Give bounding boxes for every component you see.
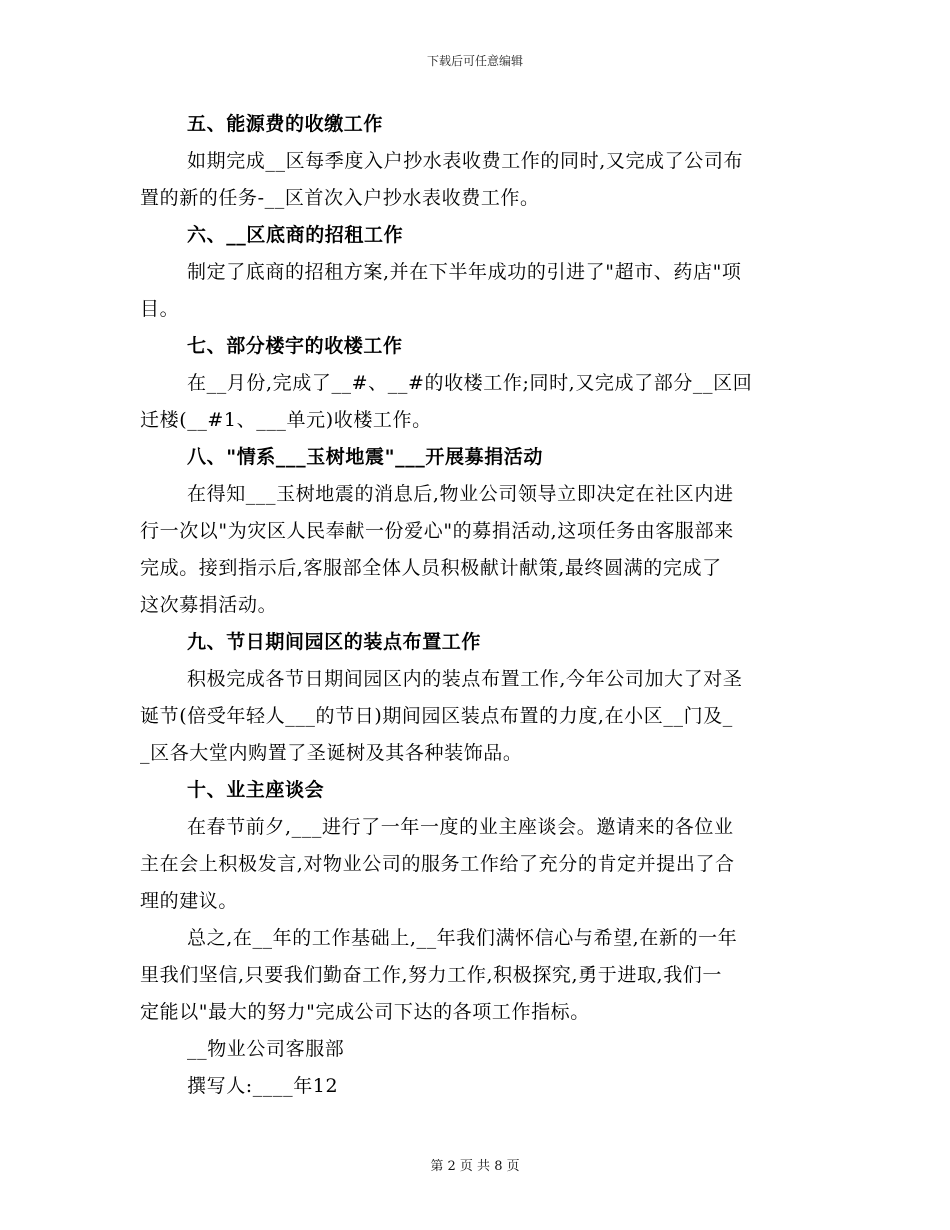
section-heading: 十、业主座谈会	[187, 779, 325, 801]
paragraph-line: 诞节(倍受年轻人___的节日)期间园区装点布置的力度,在小区__门及_	[140, 705, 733, 727]
paragraph-line: 这次募捐活动。	[140, 594, 278, 616]
paragraph-line: 主在会上积极发言,对物业公司的服务工作给了充分的肯定并提出了合	[140, 853, 735, 875]
section-heading: 八、"情系___玉树地震"___开展募捐活动	[187, 446, 543, 468]
paragraph-line: _区各大堂内购置了圣诞树及其各种装饰品。	[140, 742, 523, 764]
document-body	[140, 106, 810, 1105]
paragraph-line: 完成。接到指示后,客服部全体人员积极献计献策,最终圆满的完成了	[140, 557, 722, 579]
paragraph-line: 在得知___玉树地震的消息后,物业公司领导立即决定在社区内进	[187, 483, 734, 505]
section-heading: 五、能源费的收缴工作	[187, 113, 384, 135]
paragraph-line: 在__月份,完成了__#、__#的收楼工作;同时,又完成了部分__区回	[187, 372, 753, 394]
section-heading: 六、__区底商的招租工作	[187, 224, 404, 246]
paragraph-line: 里我们坚信,只要我们勤奋工作,努力工作,积极探究,勇于进取,我们一	[140, 964, 722, 986]
section-heading: 九、节日期间园区的装点布置工作	[187, 631, 482, 653]
paragraph-line: 总之,在__年的工作基础上,__年我们满怀信心与希望,在新的一年	[187, 927, 738, 949]
paragraph-line: 行一次以"为灾区人民奉献一份爱心"的募捐活动,这项任务由客服部来	[140, 520, 734, 542]
section-heading: 七、部分楼宇的收楼工作	[187, 335, 403, 357]
paragraph-line: __物业公司客服部	[187, 1038, 345, 1060]
paragraph-line: 撰写人:____年12	[187, 1075, 339, 1097]
paragraph-line: 在春节前夕,___进行了一年一度的业主座谈会。邀请来的各位业	[187, 816, 734, 838]
paragraph-line: 制定了底商的招租方案,并在下半年成功的引进了"超市、药店"项	[187, 261, 742, 283]
page-footer: 第 2 页 共 8 页	[430, 1159, 520, 1174]
paragraph-line: 迁楼(__#1、___单元)收楼工作。	[140, 409, 432, 431]
paragraph-line: 目。	[140, 298, 180, 320]
paragraph-line: 理的建议。	[140, 890, 239, 912]
paragraph-line: 定能以"最大的努力"完成公司下达的各项工作指标。	[140, 1001, 590, 1023]
paragraph-line: 如期完成__区每季度入户抄水表收费工作的同时,又完成了公司布	[187, 150, 744, 172]
paragraph-line: 积极完成各节日期间园区内的装点布置工作,今年公司加大了对圣	[187, 668, 743, 690]
page-header: 下载后可任意编辑	[426, 54, 523, 68]
paragraph-line: 置的新的任务-__区首次入户抄水表收费工作。	[140, 187, 540, 209]
